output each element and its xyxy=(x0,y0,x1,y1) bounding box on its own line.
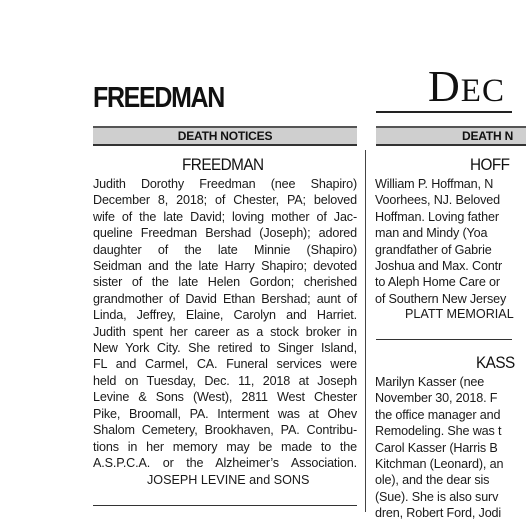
column-divider xyxy=(365,150,366,512)
notice-separator-rule xyxy=(376,339,512,340)
notice-name-kasser: KASS xyxy=(476,353,515,372)
notice-line: New York City. She retired to Singer Island, xyxy=(93,341,357,356)
notice-line: grandfather of Gabrie xyxy=(375,242,492,257)
page-title: FREEDMAN xyxy=(93,82,225,114)
newspaper-masthead xyxy=(428,61,505,112)
notice-line: to Aleph Home Care or xyxy=(375,275,500,290)
notice-body-kasser xyxy=(375,374,525,522)
notice-line: Pike, Broomall, PA. Interment was at Ohev xyxy=(93,406,357,421)
notice-line: (Sue). She is also surv xyxy=(375,489,499,504)
masthead-initial: D xyxy=(428,62,461,111)
notice-separator-rule xyxy=(93,505,357,506)
notice-line: wife of the late David; loving mother of Jac- xyxy=(93,209,357,224)
notice-body-freedman xyxy=(93,176,357,471)
notice-line: Carol Kasser (Harris B xyxy=(375,440,498,455)
notice-line: Shalom Cemetery, Brookhaven, PA. Contribu- xyxy=(93,423,357,438)
notice-line: FL and Carmel, CA. Funeral services were xyxy=(93,357,357,372)
notice-line: ole), and the dear sis xyxy=(375,473,490,488)
notice-line: of Southern New Jersey xyxy=(375,291,507,306)
masthead-rule xyxy=(376,111,512,113)
notice-line: Hoffman. Loving father xyxy=(375,209,499,224)
notice-line: tions in her memory may be made to the xyxy=(93,439,357,454)
notice-line: A.S.P.C.A. or the Alzheimer’s Association. xyxy=(93,455,357,470)
notice-line: Seidman and the late Harry Shapiro; devoted xyxy=(93,259,357,274)
notice-line: Levine & Sons (West), 2811 West Chester xyxy=(93,390,357,405)
notice-line: the office manager and xyxy=(375,407,501,422)
notice-line: Judith spent her career as a stock broker in xyxy=(93,324,357,339)
notice-line: Joshua and Max. Contr xyxy=(375,259,503,274)
notice-line: Linda, Jeffrey, Elaine, Carolyn and Harriet. xyxy=(93,308,357,323)
notice-line: Remodeling. She was t xyxy=(375,424,502,439)
notice-line: Voorhees, NJ. Beloved xyxy=(375,193,500,208)
notice-line: William P. Hoffman, N xyxy=(375,177,494,191)
notice-line: Marilyn Kasser (nee xyxy=(375,375,485,389)
notice-line: daughter of the late Minnie (Shapiro) xyxy=(93,242,357,257)
notice-line: man and Mindy (Yoa xyxy=(375,226,488,241)
notice-name-hoffman: HOFF xyxy=(470,155,510,174)
masthead-rest: EC xyxy=(460,73,505,109)
notice-line: December 8, 2018; of Chester, PA; beloved xyxy=(93,193,357,208)
notice-line: November 30, 2018. F xyxy=(375,391,498,406)
notice-name-freedman: FREEDMAN xyxy=(182,155,264,174)
notice-line: sister of the late Helen Gordon; cherished xyxy=(93,275,357,290)
notice-line: dren, Robert Ford, Jodi xyxy=(375,506,502,521)
section-header-death-notices-right: DEATH N xyxy=(376,126,526,146)
funeral-home-signature-freedman: JOSEPH LEVINE and SONS xyxy=(147,473,310,487)
notice-line: grandmother of David Ethan Bershad; aunt of xyxy=(93,291,357,306)
notice-body-hoffman xyxy=(375,176,525,307)
funeral-home-signature-hoffman: PLATT MEMORIAL xyxy=(405,307,514,321)
notice-line: Kitchman (Leonard), an xyxy=(375,457,504,472)
notice-line: queline Freedman Bershad (Joseph); adored xyxy=(93,226,357,241)
section-header-death-notices: DEATH NOTICES xyxy=(93,126,357,146)
notice-line: held on Tuesday, Dec. 11, 2018 at Joseph xyxy=(93,373,357,388)
notice-line: Judith Dorothy Freedman (nee Shapiro) xyxy=(93,177,357,191)
